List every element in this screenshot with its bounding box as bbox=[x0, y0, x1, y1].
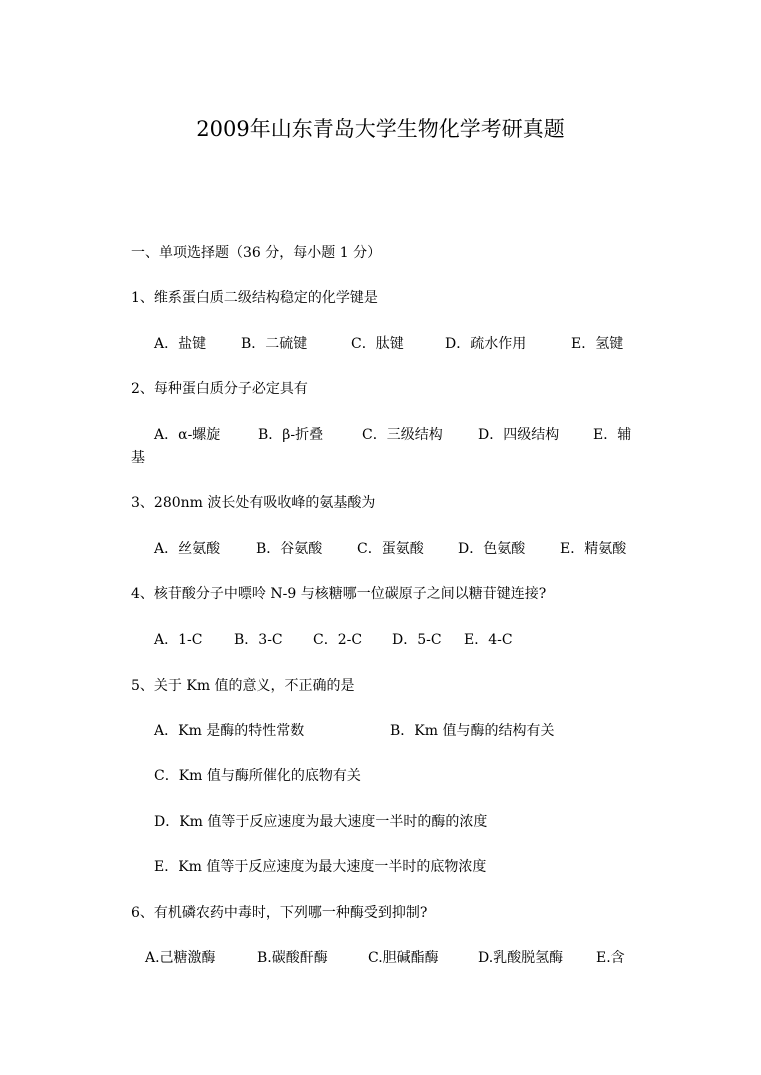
question-2-options bbox=[0, 425, 761, 445]
q6-option-c: C.胆碱酯酶 bbox=[368, 950, 439, 966]
question-1-stem: 1、维系蛋白质二级结构稳定的化学键是 bbox=[131, 290, 378, 306]
q5-option-a: A．Km 是酶的特性常数 bbox=[154, 723, 305, 739]
q3-option-e: E．精氨酸 bbox=[560, 541, 627, 557]
q1-option-c: C．肽键 bbox=[351, 336, 404, 352]
q3-option-b: B．谷氨酸 bbox=[256, 541, 323, 557]
q1-option-a: A．盐键 bbox=[154, 336, 207, 352]
q1-option-d: D．疏水作用 bbox=[445, 336, 527, 352]
q5-option-d: D．Km 值等于反应速度为最大速度一半时的酶的浓度 bbox=[154, 814, 488, 830]
q5-option-b: B．Km 值与酶的结构有关 bbox=[390, 723, 555, 739]
q1-option-b: B．二硫键 bbox=[241, 336, 308, 352]
document-title: 2009年山东青岛大学生物化学考研真题 bbox=[196, 117, 565, 141]
question-1-options bbox=[0, 334, 761, 354]
q4-option-b: B．3-C bbox=[234, 632, 283, 648]
q2-option-d: D．四级结构 bbox=[478, 427, 560, 443]
q3-option-c: C．蛋氨酸 bbox=[357, 541, 424, 557]
question-3-options bbox=[0, 539, 761, 559]
q2-option-b: B．β-折叠 bbox=[258, 427, 324, 443]
question-5-stem: 5、关于 Km 值的意义，不正确的是 bbox=[131, 678, 355, 694]
q6-option-d: D.乳酸脱氢酶 bbox=[478, 950, 564, 966]
question-2-continuation: 基 bbox=[131, 450, 145, 466]
question-2-stem: 2、每种蛋白质分子必定具有 bbox=[131, 381, 308, 397]
q3-option-d: D．色氨酸 bbox=[458, 541, 526, 557]
q6-option-e: E.含 bbox=[596, 950, 625, 966]
q4-option-a: A．1-C bbox=[154, 632, 203, 648]
q2-option-c: C．三级结构 bbox=[362, 427, 443, 443]
section-heading: 一、单项选择题（36 分，每小题 1 分） bbox=[131, 245, 382, 261]
q1-option-e: E．氢键 bbox=[571, 336, 624, 352]
q2-option-e: E．辅 bbox=[593, 427, 632, 443]
question-3-stem: 3、280nm 波长处有吸收峰的氨基酸为 bbox=[131, 495, 376, 511]
question-4-options bbox=[0, 630, 761, 650]
q4-option-c: C．2-C bbox=[313, 632, 363, 648]
question-6-stem: 6、有机磷农药中毒时，下列哪一种酶受到抑制? bbox=[131, 905, 428, 921]
q3-option-a: A．丝氨酸 bbox=[154, 541, 221, 557]
q5-option-e: E．Km 值等于反应速度为最大速度一半时的底物浓度 bbox=[154, 859, 487, 875]
q4-option-e: E．4-C bbox=[464, 632, 513, 648]
q4-option-d: D．5-C bbox=[392, 632, 442, 648]
q5-option-c: C．Km 值与酶所催化的底物有关 bbox=[154, 768, 361, 784]
question-6-options bbox=[0, 948, 761, 968]
question-5-options-row1 bbox=[0, 721, 761, 741]
q6-option-b: B.碳酸酐酶 bbox=[257, 950, 328, 966]
q2-option-a: A．α-螺旋 bbox=[154, 427, 221, 443]
question-4-stem: 4、核苷酸分子中嘌呤 N-9 与核糖哪一位碳原子之间以糖苷键连接? bbox=[131, 586, 547, 602]
q6-option-a: A.己糖激酶 bbox=[145, 950, 216, 966]
